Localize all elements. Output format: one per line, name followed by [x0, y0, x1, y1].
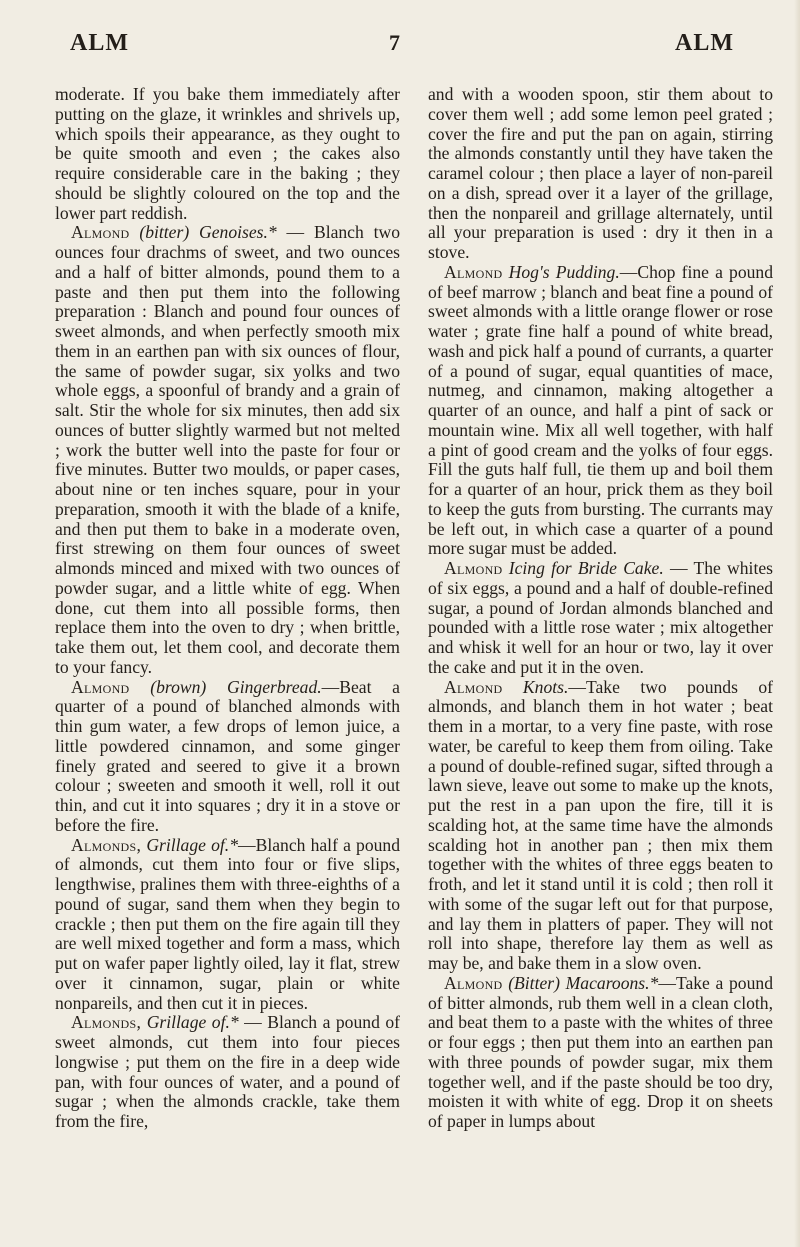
entry-text: —Take two pounds of almonds, and blanch them in hot water ; beat them in a mortar, to a very fine paste, with rose water, be careful to keep them from oiling. Take a pound of double-refined sugar, sifted through a lawn sieve, leave out some to make up the knots, put the rest in a pan upon the fire, till it is scalding hot, at the same time have the almonds scalding hot in another pan ; then mix them together with the whites of three eggs beaten to froth, and let it stand until it is cold ; then roll it with some of the sugar left out for that purpose, and lay them in platters of paper. They will not roll into shape, therefore lay them as well as may be, and bake them in a slow oven. [428, 676, 773, 973]
entry-title: Gingerbread. [227, 676, 322, 697]
entry-headword: Almonds, [71, 1012, 142, 1033]
entry-headword: Almond [71, 676, 130, 697]
entry-qualifier: (bitter) [139, 222, 190, 243]
entry-paragraph [428, 263, 773, 559]
entry-title: Icing for Bride Cake. [508, 558, 664, 578]
right-column [428, 85, 773, 1132]
entry-headword: Almond [71, 222, 130, 243]
entry-qualifier: (brown) [150, 676, 207, 697]
entry-paragraph [428, 559, 773, 678]
entry-title: Hog's Pudding. [508, 261, 620, 282]
page-number: 7 [389, 30, 401, 55]
entry-headword: Almond [444, 558, 503, 578]
entry-text: — The whites of six eggs, a pound and a half of double-refined sugar, a pound of Jordan almonds blanched and pounded with a little rose water ; mix altogether and whisk it well for an hour or two, lay it over the cake and put it in the oven. [428, 558, 773, 677]
entry-title: Genoises.* [199, 222, 277, 243]
continued-paragraph [428, 85, 773, 263]
entry-text: moderate. If you bake them immediately after putting on the glaze, it wrinkles and shrivels up, which spoils their appearance, as they ought to be quite smooth and even ; the cakes also require considerable care in the baking ; they should be slightly coloured on the top and the lower part reddish. [55, 84, 400, 223]
entry-text: —Chop fine a pound of beef marrow ; blanch and beat fine a pound of sweet almonds with a little orange flower or rose water ; grate fine half a pound of white bread, wash and pick half a pound of currants, a quarter of a pound of sugar, equal quantities of mace, nutmeg, and cinnamon, making altogether a quarter of an ounce, and half a pint of sack or mountain wine. Mix all well together, with half a pint of good cream and the yolks of four eggs. Fill the guts half full, tie them up and boil them for a quarter of an hour, prick them as they boil to keep the guts from bursting. The currants may be left out, in which case a quarter of a pound more sugar must be added. [428, 261, 774, 559]
entry-text: — Blanch two ounces four drachms of sweet, and two ounces and a half of bitter almonds, pound them to a paste and then put them into the following preparation : Blanch and pound four ounces of sweet almonds, and when perfectly smooth mix them in an earthen pan with six ounces of flour, the same of powder sugar, six yolks and two whole eggs, a spoonful of brandy and a grain of salt. Stir the whole for six minutes, then add six ounces of butter slightly warmed but not melted ; work the butter well into the paste for four or five minutes. Butter two moulds, or paper cases, about nine or ten inches square, pour in your preparation, smooth it with the blade of a knife, and then put them to bake in a moderate oven, first strewing on them four ounces of sweet almonds minced and mixed with two ounces of powder sugar, and a little white of egg. When done, cut them into all possible forms, then replace them into the oven to dry ; when brittle, take them out, let them cool, and decorate them to your fancy. [55, 222, 400, 677]
entry-headword: Almond [444, 972, 503, 993]
entry-qualifier: (Bitter) [508, 972, 560, 993]
entry-title: Macaroons.* [565, 972, 659, 993]
running-head-left: ALM [70, 30, 129, 56]
page-gutter-shadow [794, 0, 800, 1247]
left-column [55, 85, 400, 1132]
entry-paragraph [428, 678, 773, 974]
running-head [0, 30, 800, 60]
entry-title: Knots. [522, 676, 569, 697]
entry-headword: Almond [444, 676, 503, 697]
entry-text: —Take a pound of bitter almonds, rub them well in a clean cloth, and beat them to a paste with the whites of three or four eggs ; then put them into an earthen pan with three pounds of powder sugar, mix them together well, and if the paste should be too dry, moisten it with white of egg. Drop it on sheets of paper in lumps about [428, 972, 773, 1131]
entry-text: — Blanch a pound of sweet almonds, cut them into four pieces longwise ; put them on the fire in a deep wide pan, with four ounces of water, and a pound of sugar ; when the almonds crackle, take them from the fire, [55, 1012, 401, 1131]
entry-paragraph [55, 678, 400, 836]
entry-paragraph [55, 223, 400, 677]
entry-paragraph [428, 974, 773, 1132]
running-head-right: ALM [675, 30, 734, 56]
entry-qualifier: Grillage of.* [146, 1012, 239, 1033]
entry-headword: Almond [444, 261, 503, 282]
entry-text: —Blanch half a pound of almonds, cut them into four or five slips, lengthwise, pralines them with three-eighths of a pound of sugar, sand them when they begin to crackle ; then put them on the fire again till they are well mixed together and form a mass, which put on wafer paper lightly oiled, lay it flat, strew over it cinnamon, sugar, plain or white nonpareils, and then cut it in pieces. [55, 834, 401, 1013]
entry-text: and with a wooden spoon, stir them about to cover them well ; add some lemon peel grated ; cover the fire and put the pan on again, stirring the almonds constantly until they have taken the caramel colour ; then place a layer of non-pareil on a dish, spread over it a layer of the grillage, then the nonpareil and grillage alternately, until all your preparation is used : dry it then in a stove. [428, 84, 773, 262]
entry-paragraph [55, 1013, 400, 1132]
entry-qualifier: Grillage of.* [146, 834, 238, 855]
entry-headword: Almonds, [71, 834, 142, 855]
entry-text: —Beat a quarter of a pound of blanched almonds with thin gum water, a few drops of lemon juice, a little powdered cinnamon, and some ginger finely grated and seered to give it a brown colour ; sweeten and smooth it well, roll it out thin, and cut it into squares ; dry it in a stove or before the fire. [55, 676, 400, 835]
entry-paragraph [55, 836, 400, 1014]
continued-paragraph [55, 85, 400, 223]
